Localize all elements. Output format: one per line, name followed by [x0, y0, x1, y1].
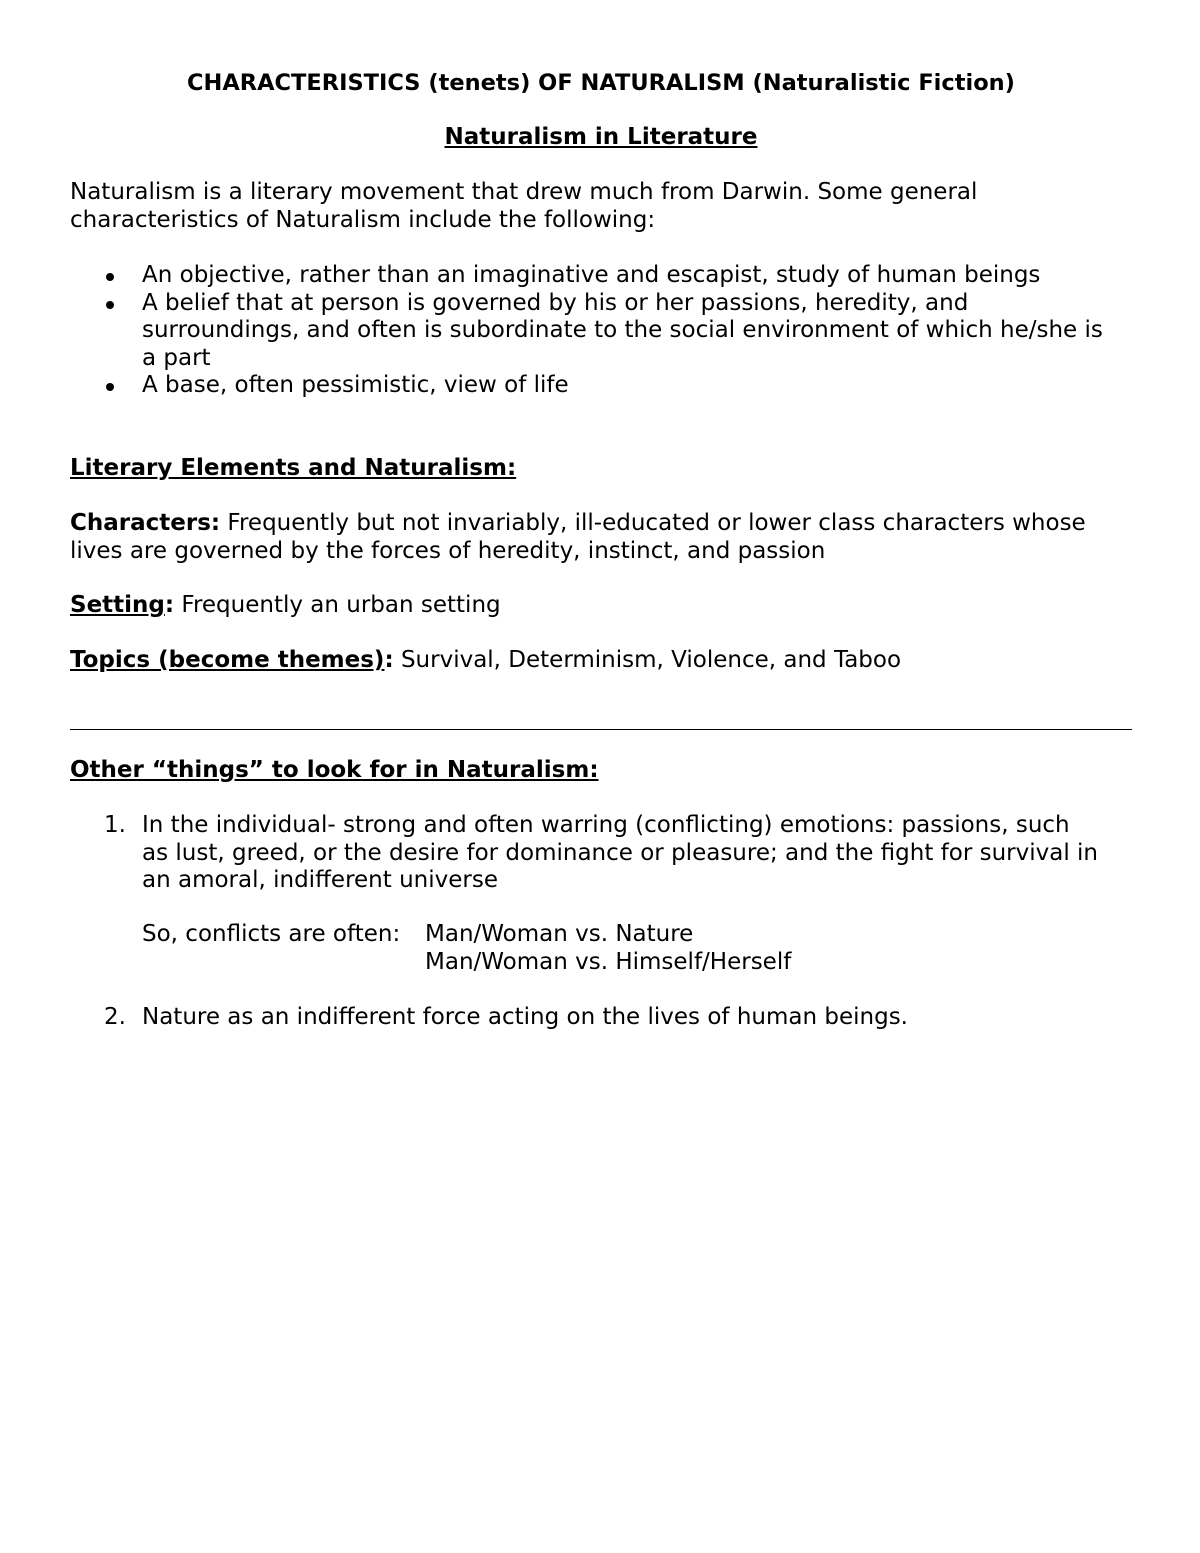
setting-text: Frequently an urban setting [174, 592, 501, 618]
document-subtitle [70, 124, 1132, 152]
intro-paragraph [70, 179, 1132, 234]
literary-elements-heading: Literary Elements and Naturalism: [70, 455, 517, 481]
characters-text: lives are governed by the forces of heredity, instinct, and passion [70, 537, 826, 564]
topics-text: Survival, Determinism, Violence, and Taboo [393, 647, 902, 673]
horizontal-divider [70, 729, 1132, 730]
list-item-line: as lust, greed, or the desire for dominance or pleasure; and the fight for survival in [142, 839, 1098, 866]
list-item [70, 262, 1132, 290]
intro-line: Naturalism is a literary movement that drew much from Darwin. Some general [70, 179, 978, 205]
topics-paragraph [70, 647, 1132, 675]
other-things-list [70, 812, 1132, 895]
bullet-icon [106, 383, 114, 391]
list-item-line: A base, often pessimistic, view of life [142, 372, 569, 398]
setting-label: Setting [70, 592, 165, 618]
topics-label: Topics (become themes) [70, 647, 385, 673]
characters-text: Frequently but not invariably, ill-educated or lower class characters whose [220, 510, 1086, 536]
conflicts-list [425, 921, 1125, 976]
characteristics-list [70, 262, 1132, 400]
other-things-list-continued [70, 1004, 1132, 1032]
list-item-line: A belief that at person is governed by his or her passions, heredity, and [142, 289, 969, 316]
list-item-line: an amoral, indifferent universe [142, 867, 498, 893]
conflict-item: Man/Woman vs. Himself/Herself [425, 948, 792, 975]
conflict-item: Man/Woman vs. Nature [425, 921, 694, 947]
bullet-icon [106, 273, 114, 281]
list-item-line: a part [142, 344, 211, 371]
list-item [70, 812, 1132, 895]
setting-colon: : [164, 592, 175, 618]
list-number: 2. [104, 1004, 126, 1030]
subtitle-text: Naturalism in Literature [444, 124, 758, 150]
intro-line: characteristics of Naturalism include the following: [70, 206, 656, 233]
list-item-line: An objective, rather than an imaginative and escapist, study of human beings [142, 262, 1041, 288]
setting-paragraph [70, 592, 1132, 620]
characters-label: Characters: [70, 510, 221, 536]
list-item [70, 372, 1132, 400]
list-item-line: In the individual- strong and often warring (conflicting) emotions: passions, such [142, 812, 1070, 838]
list-item [70, 290, 1132, 373]
topics-colon: : [384, 647, 394, 673]
list-item-line: surroundings, and often is subordinate to the social environment of which he/she is [142, 317, 1103, 343]
bullet-icon [106, 301, 114, 309]
document-title: CHARACTERISTICS (tenets) OF NATURALISM (Naturalistic Fiction) [187, 70, 1015, 96]
list-number: 1. [104, 812, 126, 838]
list-item [70, 1004, 1132, 1032]
other-things-heading: Other “things” to look for in Naturalism: [70, 757, 599, 783]
conflicts-lead: So, conflicts are often: [142, 921, 401, 947]
list-item-line: Nature as an indifferent force acting on the lives of human beings. [142, 1004, 908, 1030]
characters-paragraph [70, 510, 1132, 565]
